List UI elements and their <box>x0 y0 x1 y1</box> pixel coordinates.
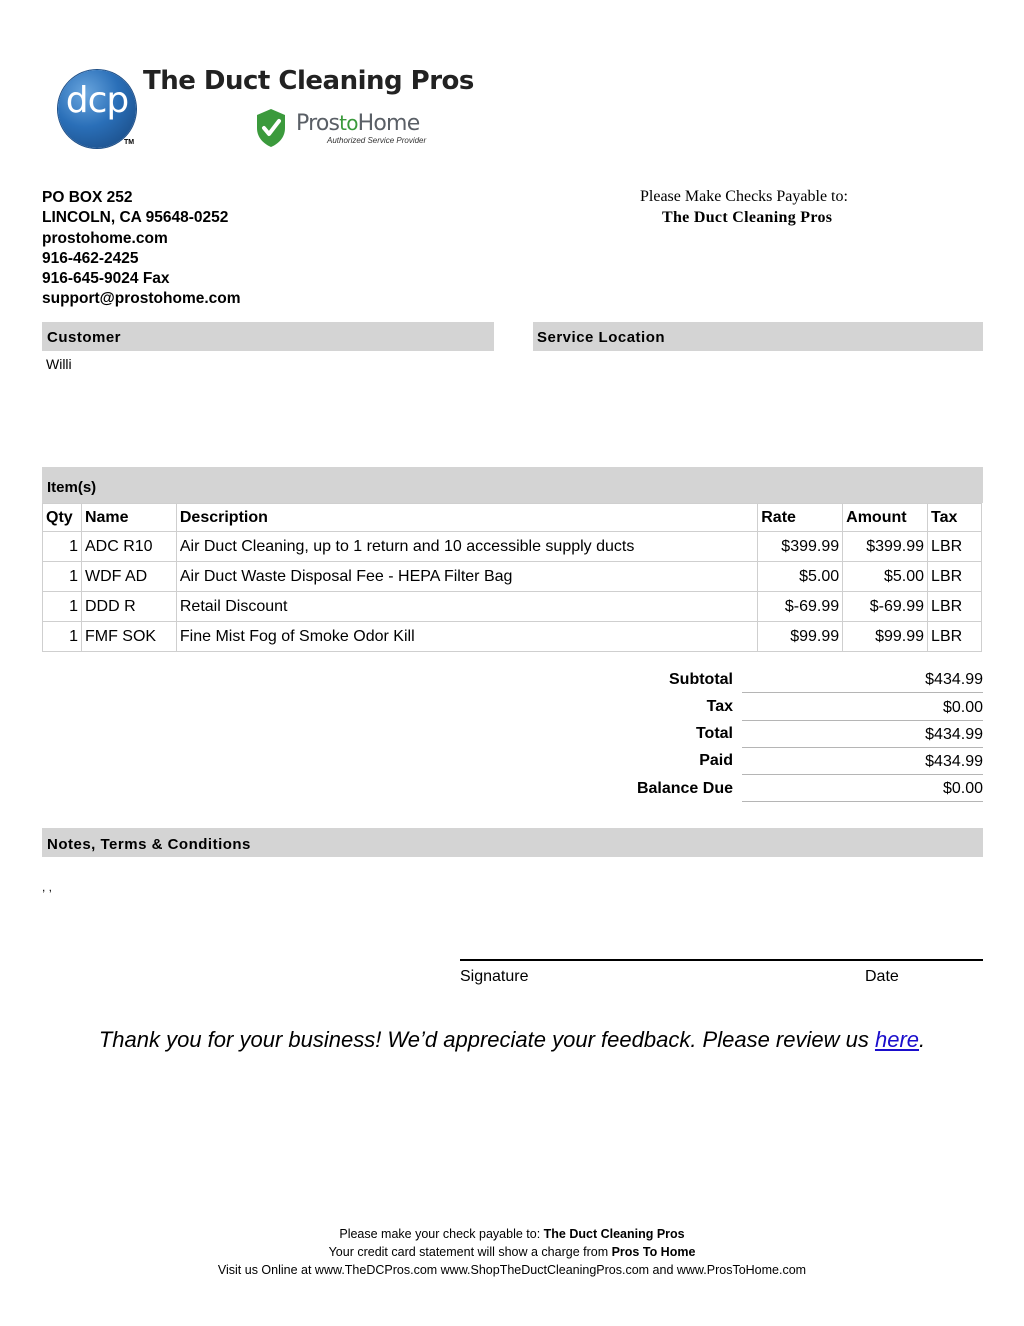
paid-value: $434.99 <box>742 753 983 775</box>
item-tax: LBR <box>928 532 982 562</box>
address-line: PO BOX 252 <box>42 189 133 206</box>
subtotal-label: Subtotal <box>669 671 733 688</box>
item-name: DDD R <box>81 592 176 622</box>
items-header-bar <box>42 467 983 503</box>
payable-instruction: Please Make Checks Payable to: <box>640 188 848 205</box>
footer-card-text: Your credit card statement will show a charge from <box>328 1245 612 1259</box>
footer-check-text: Please make your check payable to: <box>339 1227 544 1241</box>
item-rate: $99.99 <box>758 622 843 652</box>
item-qty: 1 <box>43 532 82 562</box>
item-description: Retail Discount <box>176 592 757 622</box>
item-rate: $-69.99 <box>758 592 843 622</box>
address-line: LINCOLN, CA 95648-0252 <box>42 209 229 227</box>
partner-prefix: Pros <box>296 111 340 136</box>
item-amount: $399.99 <box>843 532 928 562</box>
website-line: prostohome.com <box>42 229 168 247</box>
item-qty: 1 <box>43 622 82 652</box>
items-table <box>42 503 982 652</box>
company-name-logo: The Duct Cleaning Pros <box>143 66 474 96</box>
item-name: FMF SOK <box>81 622 176 652</box>
email-line: support@prostohome.com <box>42 290 241 308</box>
table-row <box>43 532 982 562</box>
payable-name: The Duct Cleaning Pros <box>662 209 833 226</box>
item-amount: $5.00 <box>843 562 928 592</box>
item-rate: $399.99 <box>758 532 843 562</box>
pros-to-home-logo <box>296 111 419 136</box>
column-header-description: Description <box>176 504 757 532</box>
trademark-mark: TM <box>124 139 135 146</box>
thank-you-text: Thank you for your business! We’d appreciate your feedback. Please review us <box>98 1027 875 1052</box>
column-header-name: Name <box>81 504 176 532</box>
partner-to: to <box>339 111 358 135</box>
paid-label: Paid <box>699 752 733 769</box>
table-row <box>43 562 982 592</box>
signature-line <box>460 959 983 961</box>
column-header-qty: Qty <box>43 504 82 532</box>
footer <box>0 1225 1024 1279</box>
table-row <box>43 592 982 622</box>
balance-due-label: Balance Due <box>636 780 733 797</box>
item-name: ADC R10 <box>81 532 176 562</box>
item-amount: $-69.99 <box>843 592 928 622</box>
total-label: Total <box>695 725 733 742</box>
partner-tagline: Authorized Service Provider <box>327 136 427 145</box>
items-header: Item(s) <box>47 479 97 496</box>
table-row <box>43 622 982 652</box>
column-header-tax: Tax <box>928 504 982 532</box>
item-amount: $99.99 <box>843 622 928 652</box>
column-header-amount: Amount <box>843 504 928 532</box>
column-header-rate: Rate <box>758 504 843 532</box>
item-description: Fine Mist Fog of Smoke Odor Kill <box>176 622 757 652</box>
dcp-logo-text: dcp <box>65 80 129 121</box>
tax-value: $0.00 <box>742 699 983 721</box>
footer-line-3: Visit us Online at www.TheDCPros.com www.ShopTheDuctCleaningPros.com and www.ProsToHome.com <box>217 1263 807 1277</box>
company-address <box>42 188 241 310</box>
item-tax: LBR <box>928 622 982 652</box>
fax-line: 916-645-9024 Fax <box>42 270 170 288</box>
thank-you-message <box>0 1027 1024 1053</box>
tax-label: Tax <box>706 698 733 715</box>
footer-line-1 <box>0 1225 1024 1243</box>
review-link[interactable]: here <box>874 1027 920 1052</box>
item-description: Air Duct Cleaning, up to 1 return and 10 accessible supply ducts <box>176 532 757 562</box>
footer-line-2 <box>0 1243 1024 1261</box>
item-description: Air Duct Waste Disposal Fee - HEPA Filter Bag <box>176 562 757 592</box>
thank-you-end: . <box>919 1027 926 1052</box>
balance-due-value: $0.00 <box>742 780 983 802</box>
subtotal-value: $434.99 <box>742 671 983 693</box>
item-qty: 1 <box>43 592 82 622</box>
partner-suffix: Home <box>357 111 420 136</box>
total-value: $434.99 <box>742 726 983 748</box>
customer-name: Willi <box>46 356 72 372</box>
shield-check-icon <box>255 108 287 148</box>
service-location-header: Service Location <box>537 329 666 346</box>
notes-header: Notes, Terms & Conditions <box>47 836 251 853</box>
item-name: WDF AD <box>81 562 176 592</box>
item-tax: LBR <box>928 562 982 592</box>
item-rate: $5.00 <box>758 562 843 592</box>
items-header-row <box>43 504 982 532</box>
footer-check-payee: The Duct Cleaning Pros <box>543 1227 685 1241</box>
item-qty: 1 <box>43 562 82 592</box>
date-label: Date <box>865 968 899 985</box>
signature-label: Signature <box>460 968 529 985</box>
notes-text: , , <box>42 880 53 894</box>
item-tax: LBR <box>928 592 982 622</box>
customer-header: Customer <box>47 329 122 346</box>
footer-card-merchant: Pros To Home <box>611 1245 696 1259</box>
phone-line: 916-462-2425 <box>42 249 139 267</box>
